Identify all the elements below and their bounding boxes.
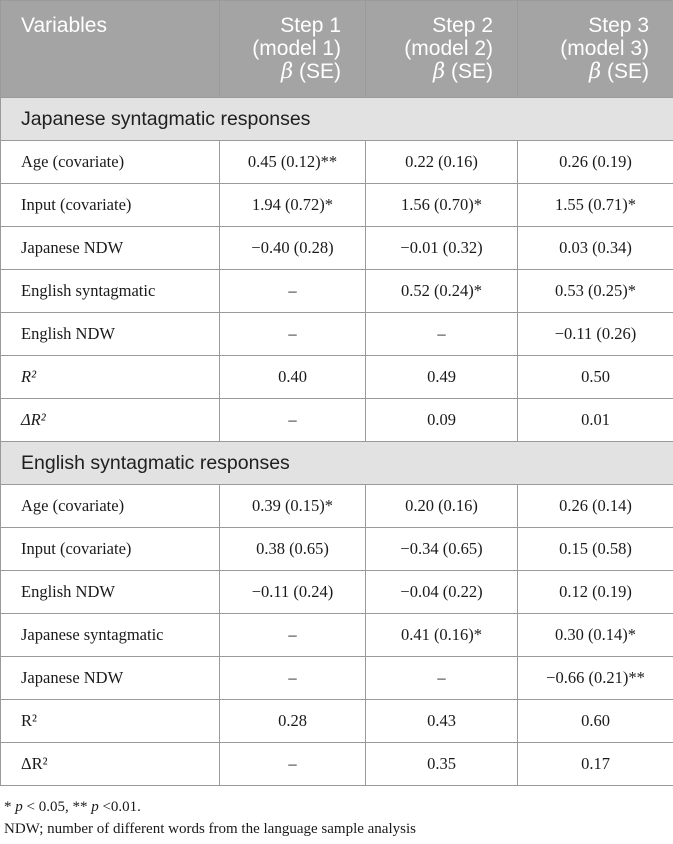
cell-step-1: −0.40 (0.28) <box>220 227 366 270</box>
table-row <box>1 743 673 786</box>
section-header-row <box>1 442 673 485</box>
cell-step-1: 0.28 <box>220 700 366 743</box>
table-row <box>1 227 673 270</box>
cell-step-1: −0.11 (0.24) <box>220 571 366 614</box>
cell-step-3: 0.30 (0.14)* <box>518 614 673 657</box>
row-label: ΔR² <box>1 399 220 442</box>
cell-step-2: −0.04 (0.22) <box>366 571 518 614</box>
cell-step-2: 0.09 <box>366 399 518 442</box>
row-label: English NDW <box>1 313 220 356</box>
cell-step-3: 0.26 (0.14) <box>518 485 673 528</box>
table-row <box>1 614 673 657</box>
table-row <box>1 485 673 528</box>
cell-step-2: 0.20 (0.16) <box>366 485 518 528</box>
header-step-1-line2: (model 1) <box>252 37 341 60</box>
cell-step-2: −0.34 (0.65) <box>366 528 518 571</box>
row-label: Age (covariate) <box>1 141 220 184</box>
cell-step-1: – <box>220 743 366 786</box>
table-row <box>1 571 673 614</box>
cell-step-1: 0.45 (0.12)** <box>220 141 366 184</box>
cell-step-3: 0.17 <box>518 743 673 786</box>
cell-step-3: 0.53 (0.25)* <box>518 270 673 313</box>
table-row <box>1 313 673 356</box>
cell-step-3: −0.66 (0.21)** <box>518 657 673 700</box>
table-row <box>1 657 673 700</box>
table-row <box>1 399 673 442</box>
cell-step-3: 1.55 (0.71)* <box>518 184 673 227</box>
table-row <box>1 270 673 313</box>
section-title: Japanese syntagmatic responses <box>1 98 673 141</box>
table-body <box>1 98 673 786</box>
cell-step-1: – <box>220 657 366 700</box>
cell-step-2: 0.41 (0.16)* <box>366 614 518 657</box>
row-label: English syntagmatic <box>1 270 220 313</box>
table-header-row <box>1 1 673 98</box>
cell-step-1: – <box>220 614 366 657</box>
header-variables: Variables <box>1 1 220 98</box>
header-step-1-line3: β (SE) <box>281 59 341 83</box>
header-step-2-line1: Step 2 <box>432 14 493 37</box>
cell-step-2: 0.43 <box>366 700 518 743</box>
cell-step-2: 0.22 (0.16) <box>366 141 518 184</box>
cell-step-1: – <box>220 399 366 442</box>
cell-step-3: 0.12 (0.19) <box>518 571 673 614</box>
cell-step-1: 0.39 (0.15)* <box>220 485 366 528</box>
row-label: ΔR² <box>1 743 220 786</box>
row-label: Japanese NDW <box>1 227 220 270</box>
cell-step-1: – <box>220 270 366 313</box>
significance-note: * p < 0.05, ** p <0.01. <box>4 799 141 815</box>
table-notes <box>4 796 416 840</box>
header-step-3-line1: Step 3 <box>588 14 649 37</box>
row-label: R² <box>1 356 220 399</box>
cell-step-1: 0.40 <box>220 356 366 399</box>
header-step-2 <box>366 1 518 98</box>
cell-step-1: 0.38 (0.65) <box>220 528 366 571</box>
header-step-2-line2: (model 2) <box>404 37 493 60</box>
row-label: Japanese NDW <box>1 657 220 700</box>
section-title: English syntagmatic responses <box>1 442 673 485</box>
cell-step-3: 0.26 (0.19) <box>518 141 673 184</box>
cell-step-3: 0.03 (0.34) <box>518 227 673 270</box>
cell-step-2: 0.49 <box>366 356 518 399</box>
table-row <box>1 700 673 743</box>
header-step-3 <box>518 1 673 98</box>
cell-step-3: 0.01 <box>518 399 673 442</box>
cell-step-3: 0.15 (0.58) <box>518 528 673 571</box>
row-label: English NDW <box>1 571 220 614</box>
header-step-1-line1: Step 1 <box>280 14 341 37</box>
cell-step-1: – <box>220 313 366 356</box>
cell-step-3: 0.50 <box>518 356 673 399</box>
header-step-3-line3: β (SE) <box>589 59 649 83</box>
cell-step-2: – <box>366 313 518 356</box>
row-label: R² <box>1 700 220 743</box>
table-row <box>1 141 673 184</box>
table-row <box>1 184 673 227</box>
header-step-3-line2: (model 3) <box>560 37 649 60</box>
cell-step-2: 1.56 (0.70)* <box>366 184 518 227</box>
row-label: Japanese syntagmatic <box>1 614 220 657</box>
ndw-note: NDW; number of different words from the language sample analysis <box>4 821 416 837</box>
cell-step-3: −0.11 (0.26) <box>518 313 673 356</box>
row-label: Age (covariate) <box>1 485 220 528</box>
row-label: Input (covariate) <box>1 184 220 227</box>
section-header-row <box>1 98 673 141</box>
table-row <box>1 356 673 399</box>
header-step-1 <box>220 1 366 98</box>
cell-step-1: 1.94 (0.72)* <box>220 184 366 227</box>
row-label: Input (covariate) <box>1 528 220 571</box>
cell-step-3: 0.60 <box>518 700 673 743</box>
header-step-2-line3: β (SE) <box>433 59 493 83</box>
cell-step-2: – <box>366 657 518 700</box>
cell-step-2: −0.01 (0.32) <box>366 227 518 270</box>
cell-step-2: 0.52 (0.24)* <box>366 270 518 313</box>
cell-step-2: 0.35 <box>366 743 518 786</box>
table-row <box>1 528 673 571</box>
